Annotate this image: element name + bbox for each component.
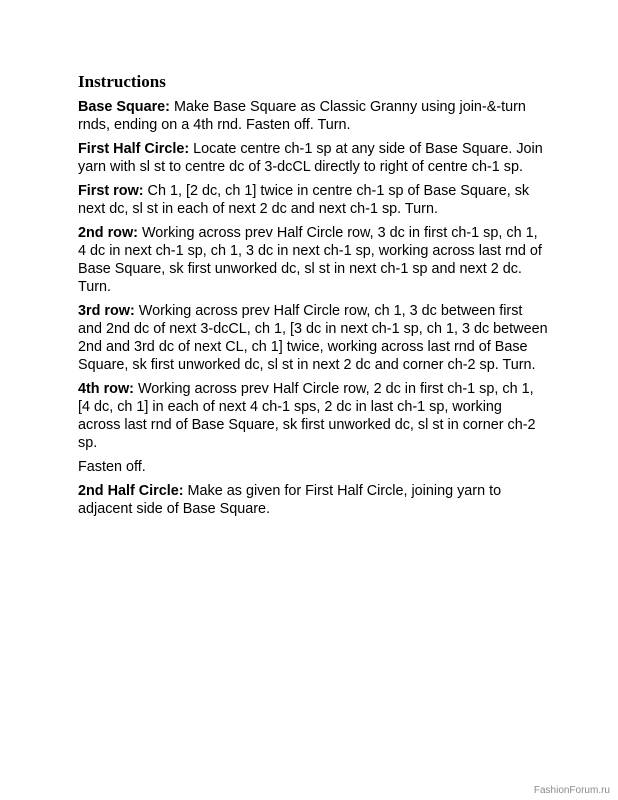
paragraph-label: First row: [78, 183, 144, 199]
paragraph-base-square [78, 98, 548, 134]
paragraph-3rd-row [78, 302, 548, 374]
paragraph-text: Working across prev Half Circle row, ch 1, 3 dc between first and 2nd dc of next 3-dcCL, ch 1, [3 dc in next ch-1 sp, ch 1, 3 dc between 2nd and 3rd dc of next CL, ch 1] twice, working across last rnd of Base Square, sk first unworked dc, sl st in next 2 dc and corner ch-2 sp. Turn. [78, 303, 548, 373]
paragraph-2nd-half-circle [78, 482, 548, 518]
paragraph-4th-row [78, 380, 548, 452]
paragraph-fasten-off [78, 458, 548, 476]
paragraph-label: 3rd row: [78, 303, 135, 319]
paragraph-text: Make as given for First Half Circle, joining yarn to adjacent side of Base Square. [78, 483, 502, 517]
paragraph-label: First Half Circle: [78, 141, 190, 157]
paragraph-text: Ch 1, [2 dc, ch 1] twice in centre ch-1 sp of Base Square, sk next dc, sl st in each of next 2 dc and next ch-1 sp. Turn. [78, 183, 530, 217]
paragraph-text: Locate centre ch-1 sp at any side of Base Square. Join yarn with sl st to centre dc of 3-dcCL directly to right of centre ch-1 sp. [78, 141, 543, 175]
paragraph-first-half-circle [78, 140, 548, 176]
paragraph-first-row [78, 182, 548, 218]
paragraph-2nd-row [78, 224, 548, 296]
paragraph-label: 4th row: [78, 381, 134, 397]
paragraph-text: Make Base Square as Classic Granny using join-&-turn rnds, ending on a 4th rnd. Fasten off. Turn. [78, 99, 526, 133]
watermark-text: FashionForum.ru [533, 785, 610, 796]
paragraph-text: Working across prev Half Circle row, 3 dc in first ch-1 sp, ch 1, 4 dc in next ch-1 sp, ch 1, 3 dc in next ch-1 sp, working across last rnd of Base Square, sk first unworked dc, sl st in next ch-1 sp and next 2 dc. Turn. [78, 225, 542, 295]
document-page [78, 72, 548, 524]
paragraph-text: Working across prev Half Circle row, 2 dc in first ch-1 sp, ch 1, [4 dc, ch 1] in each of next 4 ch-1 sps, 2 dc in last ch-1 sp, working across last rnd of Base Square, sk first unworked dc, sl st in corner ch-2 sp. [78, 381, 536, 451]
paragraph-text: Fasten off. [78, 459, 146, 475]
paragraph-label: 2nd row: [78, 225, 138, 241]
page-heading: Instructions [78, 72, 166, 91]
paragraph-label: 2nd Half Circle: [78, 483, 184, 499]
paragraph-label: Base Square: [78, 99, 170, 115]
